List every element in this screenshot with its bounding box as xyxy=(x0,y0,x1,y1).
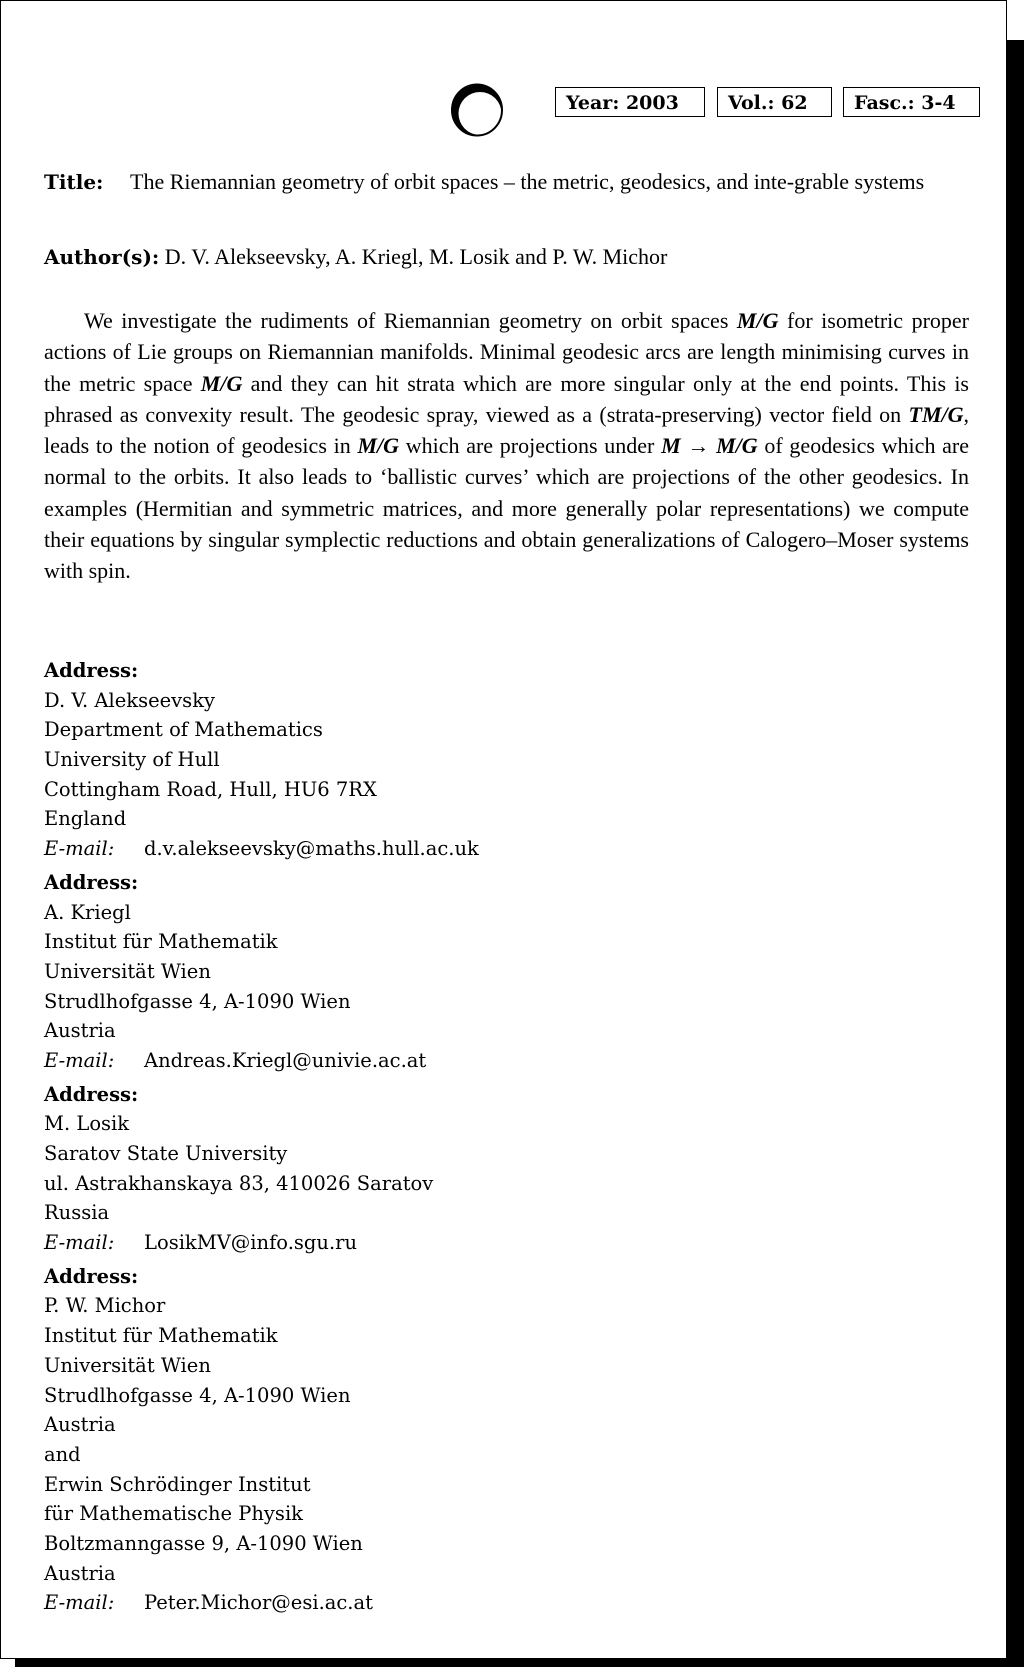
address-block xyxy=(44,656,644,864)
journal-logo-icon xyxy=(450,83,504,137)
fascicle-badge: Fasc.: 3-4 xyxy=(843,87,980,117)
volume-badge: Vol.: 62 xyxy=(717,87,832,117)
abstract-text: which are projections under xyxy=(399,433,662,459)
title-label: Title: xyxy=(44,170,104,194)
address-line: Saratov State University xyxy=(44,1142,288,1165)
address-label: Address: xyxy=(44,659,139,682)
abstract xyxy=(44,305,969,587)
address-list xyxy=(44,656,644,1622)
address-line: D. V. Alekseevsky xyxy=(44,688,216,712)
abstract-text: of geodesics which are normal to the orbits. It also leads to ‘ballistic curves’ which are projections of the other geodesics. In examples (Hermitian and symmetric matrices, and more generally polar representations) we compute their equations by singular symplectic reductions and obtain generalizations of Calogero–Moser systems with spin. xyxy=(44,433,970,584)
paper-title: The Riemannian geometry of orbit spaces – the metric, geodesics, and inte-grable systems xyxy=(130,169,925,194)
address-line: P. W. Michor xyxy=(44,1294,166,1318)
math-expression: M/G xyxy=(200,370,243,396)
address-line: Austria xyxy=(44,1019,116,1043)
address-line: Austria xyxy=(44,1413,116,1437)
address-line: ul. Astrakhanskaya 83, 410026 Saratov xyxy=(44,1171,434,1195)
email-address[interactable]: d.v.alekseevsky@maths.hull.ac.uk xyxy=(144,837,479,861)
address-line: Boltzmanngasse 9, A-1090 Wien xyxy=(44,1531,363,1555)
abstract-text: for isometric proper actions of Lie groups on Riemannian manifolds. Minimal geodesic arcs are length minimising curves in the metric space xyxy=(44,308,969,396)
abstract-text: , leads to the notion of geodesics in xyxy=(44,401,969,459)
authors-label: Author(s): xyxy=(44,245,160,269)
email-address[interactable]: Peter.Michor@esi.ac.at xyxy=(144,1591,373,1615)
address-line: Austria xyxy=(44,1561,116,1585)
page-shadow-right xyxy=(1007,40,1024,1667)
address-line: Department of Mathematics xyxy=(44,718,323,742)
math-expression: M/G xyxy=(736,308,779,333)
address-label: Address: xyxy=(44,870,139,894)
address-block xyxy=(44,1080,644,1258)
address-line: Universität Wien xyxy=(44,1353,211,1377)
address-block xyxy=(44,868,644,1076)
year-badge: Year: 2003 xyxy=(555,87,705,117)
address-line: Erwin Schrödinger Institut xyxy=(44,1472,311,1496)
authors-list: D. V. Alekseevsky, A. Kriegl, M. Losik and P. W. Michor xyxy=(164,244,668,269)
math-expression: M → M/G xyxy=(661,433,758,459)
email-label: E-mail: xyxy=(44,837,115,861)
address-line: Russia xyxy=(44,1201,110,1225)
address-line: University of Hull xyxy=(44,748,220,772)
address-line: A. Kriegl xyxy=(44,900,131,924)
email-label: E-mail: xyxy=(44,1048,115,1072)
email-row xyxy=(44,1588,644,1618)
address-line: England xyxy=(44,807,127,831)
email-row xyxy=(44,1046,644,1076)
address-line: M. Losik xyxy=(44,1112,130,1136)
math-expression: M/G xyxy=(357,433,399,459)
page-shadow-bottom xyxy=(15,1659,1024,1667)
email-row xyxy=(44,834,644,864)
email-label: E-mail: xyxy=(44,1231,115,1255)
email-address[interactable]: LosikMV@info.sgu.ru xyxy=(144,1231,358,1255)
address-line: Institut für Mathematik xyxy=(44,1324,278,1348)
author-row xyxy=(44,242,667,272)
address-line: Strudlhofgasse 4, A-1090 Wien xyxy=(44,1383,351,1407)
address-line: Institut für Mathematik xyxy=(44,930,278,954)
address-line: Universität Wien xyxy=(44,959,211,983)
address-line: für Mathematische Physik xyxy=(44,1502,303,1526)
address-line: and xyxy=(44,1442,81,1466)
address-line: Cottingham Road, Hull, HU6 7RX xyxy=(44,777,377,801)
address-block xyxy=(44,1262,644,1618)
abstract-text: and they can hit strata which are more singular only at the end points. This is phrased as convexity result. The geodesic spray, viewed as a (strata-preserving) vector field on xyxy=(44,370,969,427)
address-label: Address: xyxy=(44,1264,139,1288)
abstract-text: We investigate the rudiments of Riemannian geometry on orbit spaces xyxy=(84,308,737,333)
math-expression: TM/G xyxy=(908,401,964,427)
address-label: Address: xyxy=(44,1082,139,1106)
email-row xyxy=(44,1228,644,1258)
email-address[interactable]: Andreas.Kriegl@univie.ac.at xyxy=(144,1048,427,1072)
email-label: E-mail: xyxy=(44,1591,115,1615)
address-line: Strudlhofgasse 4, A-1090 Wien xyxy=(44,989,351,1013)
